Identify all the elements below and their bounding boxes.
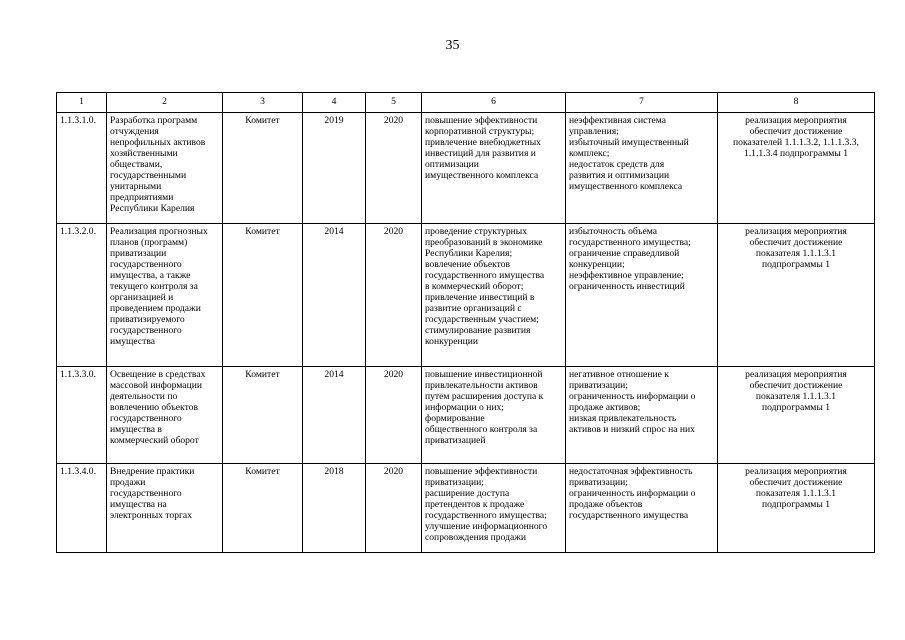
column-header: 2	[107, 93, 223, 113]
cell-text-line: имущественного комплекса	[569, 181, 683, 192]
cell-text-line: приватизации;	[425, 477, 484, 488]
table-row	[57, 464, 875, 553]
cell-text-line: недостаточная эффективность	[569, 466, 693, 477]
cell-text-line: приватизируемого	[110, 314, 185, 325]
cell-text-line: обеспечит достижение	[749, 380, 843, 391]
cell-text-line: имущественного комплекса	[425, 170, 539, 181]
cell-text-line: реализация мероприятия	[745, 466, 847, 477]
cell-text-line: подпрограммы 1	[761, 499, 831, 510]
start-year-cell: 2019	[303, 113, 366, 224]
measure-name-cell	[107, 113, 223, 224]
risks-cell	[566, 367, 718, 464]
expected-result-cell	[422, 224, 566, 367]
cell-text-line: хозяйственными	[110, 148, 178, 159]
end-year-cell: 2020	[366, 224, 422, 367]
cell-text-line: государственным участием;	[425, 314, 539, 325]
cell-text-line: государственного	[110, 488, 182, 499]
measure-code-cell: 1.1.3.2.0.	[57, 224, 107, 367]
column-header: 4	[303, 93, 366, 113]
column-header: 6	[422, 93, 566, 113]
cell-text-line: коммерческий оборот	[110, 435, 199, 446]
cell-text-line: продаже объектов	[569, 499, 643, 510]
cell-text-line: преобразований в экономике	[425, 237, 543, 248]
cell-text-line: приватизации	[110, 248, 167, 259]
cell-text-line: отчуждения	[110, 126, 159, 137]
cell-text-line: управления;	[569, 126, 619, 137]
cell-text-line: подпрограммы 1	[761, 402, 831, 413]
executor-cell: Комитет	[223, 367, 303, 464]
executor-cell: Комитет	[223, 113, 303, 224]
cell-text-line: повышение эффективности	[425, 115, 538, 126]
cell-text-line: приватизации;	[569, 477, 628, 488]
measure-code-cell: 1.1.3.3.0.	[57, 367, 107, 464]
indicator-link-cell	[718, 113, 875, 224]
cell-text-line: унитарными	[110, 181, 162, 192]
cell-text-line: массовой информации	[110, 380, 202, 391]
cell-text-line: проведение структурных	[425, 226, 528, 237]
column-header: 8	[718, 93, 875, 113]
cell-text-line: обеспечит достижение	[749, 126, 843, 137]
column-header: 5	[366, 93, 422, 113]
risks-cell	[566, 224, 718, 367]
cell-text-line: развитие организаций с	[425, 303, 522, 314]
cell-text-line: показателя 1.1.1.3.1	[755, 391, 837, 402]
cell-text-line: текущего контроля за	[110, 281, 198, 292]
cell-text-line: ограниченность информации о	[569, 391, 696, 402]
cell-text-line: государственного	[110, 325, 182, 336]
cell-text-line: приватизацией	[425, 435, 486, 446]
cell-text-line: активов и низкий спрос на них	[569, 424, 695, 435]
cell-text-line: расширение доступа	[425, 488, 510, 499]
cell-text-line: конкуренции;	[569, 259, 625, 270]
cell-text-line: низкая привлекательность	[569, 413, 677, 424]
cell-text-line: повышение инвестиционной	[425, 369, 543, 380]
cell-text-line: государственного имущества	[425, 270, 545, 281]
cell-text-line: неэффективная система	[569, 115, 667, 126]
cell-text-line: информации о них;	[425, 402, 504, 413]
cell-text-line: государственными	[110, 170, 187, 181]
cell-text-line: государственного имущества;	[569, 237, 691, 248]
cell-text-line: вовлечению объектов	[110, 402, 198, 413]
cell-text-line: обществами,	[110, 159, 163, 170]
table-row	[57, 224, 875, 367]
measure-name-cell	[107, 367, 223, 464]
indicator-link-cell	[718, 464, 875, 553]
cell-text-line: комплекс;	[569, 148, 610, 159]
cell-text-line: конкуренции	[425, 336, 479, 347]
cell-text-line: государственного	[110, 413, 182, 424]
executor-cell: Комитет	[223, 464, 303, 553]
cell-text-line: путем расширения доступа к	[425, 391, 544, 402]
cell-text-line: имущества на	[110, 499, 167, 510]
table-row	[57, 367, 875, 464]
cell-text-line: общественного контроля за	[425, 424, 538, 435]
cell-text-line: ограниченность инвестиций	[569, 281, 685, 292]
end-year-cell: 2020	[366, 464, 422, 553]
risks-cell	[566, 464, 718, 553]
cell-text-line: обеспечит достижение	[749, 237, 843, 248]
cell-text-line: подпрограммы 1	[761, 259, 831, 270]
cell-text-line: повышение эффективности	[425, 466, 538, 477]
cell-text-line: государственного имущества	[569, 510, 689, 521]
cell-text-line: продажи	[110, 477, 146, 488]
cell-text-line: Внедрение практики	[110, 466, 195, 477]
start-year-cell: 2014	[303, 224, 366, 367]
cell-text-line: ограничение справедливой	[569, 248, 680, 259]
cell-text-line: деятельности по	[110, 391, 178, 402]
cell-text-line: избыточность объема	[569, 226, 658, 237]
cell-text-line: вовлечение объектов	[425, 259, 511, 270]
expected-result-cell	[422, 464, 566, 553]
cell-text-line: имущества, а также	[110, 270, 191, 281]
cell-text-line: сопровождения продажи	[425, 532, 527, 543]
cell-text-line: инвестиций для развития и	[425, 148, 536, 159]
expected-result-cell	[422, 367, 566, 464]
cell-text-line: ограниченность информации о	[569, 488, 696, 499]
cell-text-line: улучшение информационного	[425, 521, 548, 532]
measure-name-cell	[107, 464, 223, 553]
cell-text-line: продаже активов;	[569, 402, 641, 413]
cell-text-line: имущества	[110, 336, 155, 347]
cell-text-line: оптимизации	[425, 159, 479, 170]
start-year-cell: 2014	[303, 367, 366, 464]
cell-text-line: развития и оптимизации	[569, 170, 670, 181]
cell-text-line: показателей 1.1.1.3.2, 1.1.1.3.3,	[733, 137, 859, 148]
measure-name-cell	[107, 224, 223, 367]
table-header-row	[57, 93, 875, 113]
cell-text-line: приватизации;	[569, 380, 628, 391]
cell-text-line: непрофильных активов	[110, 137, 206, 148]
cell-text-line: проведением продажи	[110, 303, 201, 314]
column-header: 3	[223, 93, 303, 113]
expected-result-cell	[422, 113, 566, 224]
cell-text-line: реализация мероприятия	[745, 226, 847, 237]
cell-text-line: имущества в	[110, 424, 162, 435]
measure-code-cell: 1.1.3.1.0.	[57, 113, 107, 224]
cell-text-line: реализация мероприятия	[745, 369, 847, 380]
start-year-cell: 2018	[303, 464, 366, 553]
cell-text-line: стимулирование развития	[425, 325, 531, 336]
cell-text-line: привлечение инвестиций в	[425, 292, 535, 303]
cell-text-line: Освещение в средствах	[110, 369, 206, 380]
risks-cell	[566, 113, 718, 224]
cell-text-line: привлекательности активов	[425, 380, 538, 391]
cell-text-line: Разработка программ	[110, 115, 198, 126]
cell-text-line: государственного имущества;	[425, 510, 547, 521]
executor-cell: Комитет	[223, 224, 303, 367]
measure-code-cell: 1.1.3.4.0.	[57, 464, 107, 553]
measures-table	[56, 92, 875, 553]
cell-text-line: 1.1.1.3.4 подпрограммы 1	[743, 148, 848, 159]
cell-text-line: электронных торгах	[110, 510, 192, 521]
cell-text-line: формирование	[425, 413, 485, 424]
cell-text-line: недостаток средств для	[569, 159, 665, 170]
cell-text-line: неэффективное управление;	[569, 270, 684, 281]
page-number: 35	[445, 38, 460, 53]
column-header: 7	[566, 93, 718, 113]
cell-text-line: предприятиями	[110, 192, 174, 203]
cell-text-line: показателя 1.1.1.3.1	[755, 248, 837, 259]
cell-text-line: привлечение внебюджетных	[425, 137, 541, 148]
column-header: 1	[57, 93, 107, 113]
end-year-cell: 2020	[366, 367, 422, 464]
cell-text-line: реализация мероприятия	[745, 115, 847, 126]
table-row	[57, 113, 875, 224]
end-year-cell: 2020	[366, 113, 422, 224]
indicator-link-cell	[718, 367, 875, 464]
indicator-link-cell	[718, 224, 875, 367]
cell-text-line: государственного	[110, 259, 182, 270]
cell-text-line: претендентов к продаже	[425, 499, 525, 510]
cell-text-line: показателя 1.1.1.3.1	[755, 488, 837, 499]
cell-text-line: организацией и	[110, 292, 174, 303]
cell-text-line: обеспечит достижение	[749, 477, 843, 488]
cell-text-line: планов (программ)	[110, 237, 188, 248]
cell-text-line: Республики Карелия;	[425, 248, 513, 259]
cell-text-line: в коммерческий оборот;	[425, 281, 524, 292]
cell-text-line: Республики Карелия	[110, 203, 195, 214]
cell-text-line: избыточный имущественный	[569, 137, 689, 148]
cell-text-line: негативное отношение к	[569, 369, 669, 380]
cell-text-line: Реализация прогнозных	[110, 226, 208, 237]
cell-text-line: корпоративной структуры;	[425, 126, 535, 137]
